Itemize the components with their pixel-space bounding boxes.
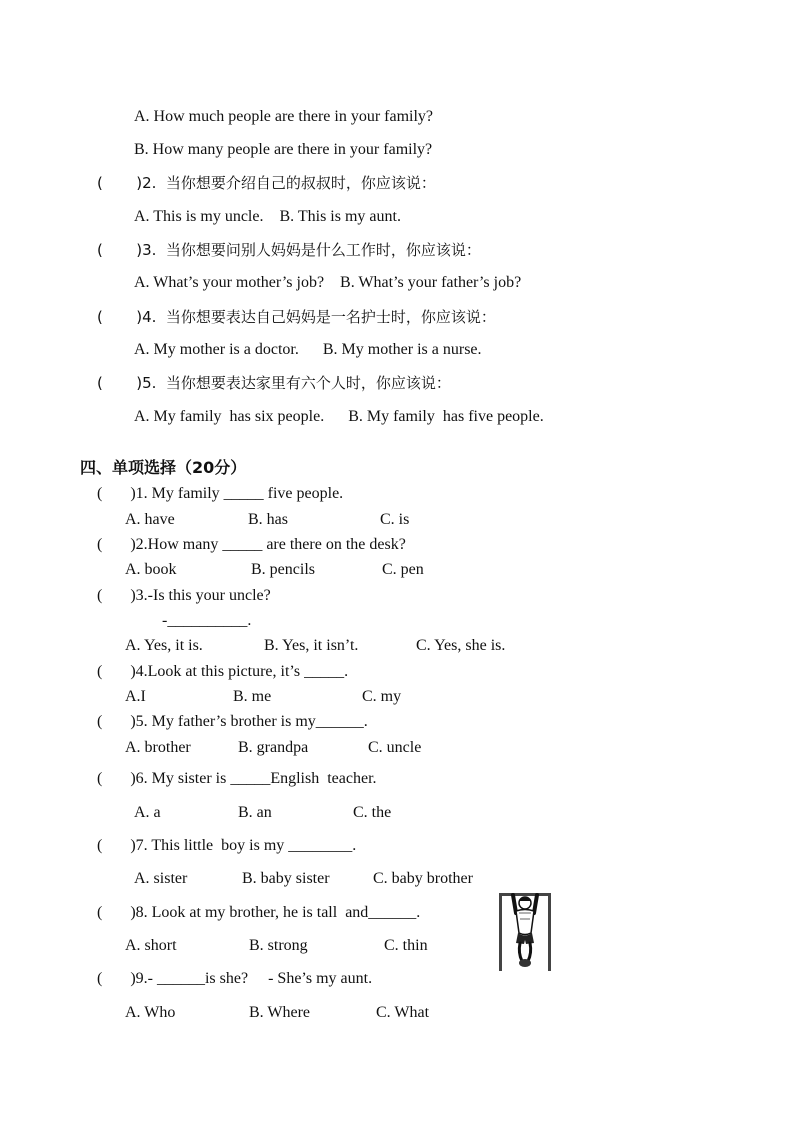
p4-q6-option-b: B. an	[238, 804, 272, 821]
q1-option-b: B. How many people are there in your family?	[134, 141, 433, 158]
q4-stem: ( )4. 当你想要表达自己妈妈是一名护士时，你应该说：	[97, 308, 496, 326]
p4-q3-answer-line: -__________.	[162, 612, 252, 629]
q5-stem: ( )5. 当你想要表达家里有六个人时，你应该说：	[97, 374, 451, 392]
q5-options: A. My family has six people. B. My family has five people.	[134, 408, 544, 425]
p4-q3-stem: ( )3.-Is this your uncle?	[97, 587, 271, 604]
q4-options: A. My mother is a doctor. B. My mother is a nurse.	[134, 341, 482, 358]
q3-options: A. What’s your mother’s job? B. What’s your father’s job?	[134, 274, 522, 291]
p4-q3-option-c: C. Yes, she is.	[416, 637, 506, 654]
q3-stem: ( )3. 当你想要问别人妈妈是什么工作时，你应该说：	[97, 241, 481, 259]
p4-q4-option-b: B. me	[233, 688, 272, 705]
p4-q6-option-c: C. the	[353, 804, 392, 821]
q2-stem: ( )2. 当你想要介绍自己的叔叔时，你应该说：	[97, 174, 436, 192]
p4-q9-option-b: B. Where	[249, 1004, 311, 1021]
q2-options: A. This is my uncle. B. This is my aunt.	[134, 208, 401, 225]
p4-q1-option-a: A. have	[125, 511, 175, 528]
p4-q2-option-a: A. book	[125, 561, 177, 578]
p4-q2-stem: ( )2.How many _____ are there on the desk?	[97, 536, 406, 553]
p4-q5-option-a: A. brother	[125, 739, 191, 756]
p4-q9-option-c: C. What	[376, 1004, 430, 1021]
p4-q7-stem: ( )7. This little boy is my ________.	[97, 837, 357, 854]
p4-q3-option-b: B. Yes, it isn’t.	[264, 637, 359, 654]
q1-option-a: A. How much people are there in your family?	[134, 108, 434, 125]
p4-q8-option-c: C. thin	[384, 937, 428, 954]
p4-q4-option-a: A.I	[125, 688, 146, 705]
p4-q2-option-c: C. pen	[382, 561, 424, 578]
p4-q8-stem: ( )8. Look at my brother, he is tall and______.	[97, 904, 421, 921]
p4-q4-stem: ( )4.Look at this picture, it’s _____.	[97, 663, 349, 680]
p4-q7-option-b: B. baby sister	[242, 870, 330, 887]
p4-q5-option-b: B. grandpa	[238, 739, 309, 756]
p4-q7-option-a: A. sister	[134, 870, 188, 887]
p4-q9-stem: ( )9.- ______is she? - She’s my aunt.	[97, 970, 373, 987]
p4-q2-option-b: B. pencils	[251, 561, 315, 578]
p4-q8-option-a: A. short	[125, 937, 177, 954]
p4-q7-option-c: C. baby brother	[373, 870, 473, 887]
pull-up-boy-icon	[497, 883, 553, 973]
p4-q5-stem: ( )5. My father’s brother is my______.	[97, 713, 368, 730]
section-heading: 四、单项选择（20分）	[80, 458, 247, 477]
p4-q1-stem: ( )1. My family _____ five people.	[97, 485, 344, 502]
p4-q3-option-a: A. Yes, it is.	[125, 637, 203, 654]
p4-q8-option-b: B. strong	[249, 937, 308, 954]
p4-q9-option-a: A. Who	[125, 1004, 176, 1021]
p4-q6-option-a: A. a	[134, 804, 161, 821]
p4-q1-option-b: B. has	[248, 511, 288, 528]
p4-q5-option-c: C. uncle	[368, 739, 422, 756]
p4-q6-stem: ( )6. My sister is _____English teacher.	[97, 770, 377, 787]
p4-q4-option-c: C. my	[362, 688, 402, 705]
p4-q1-option-c: C. is	[380, 511, 410, 528]
